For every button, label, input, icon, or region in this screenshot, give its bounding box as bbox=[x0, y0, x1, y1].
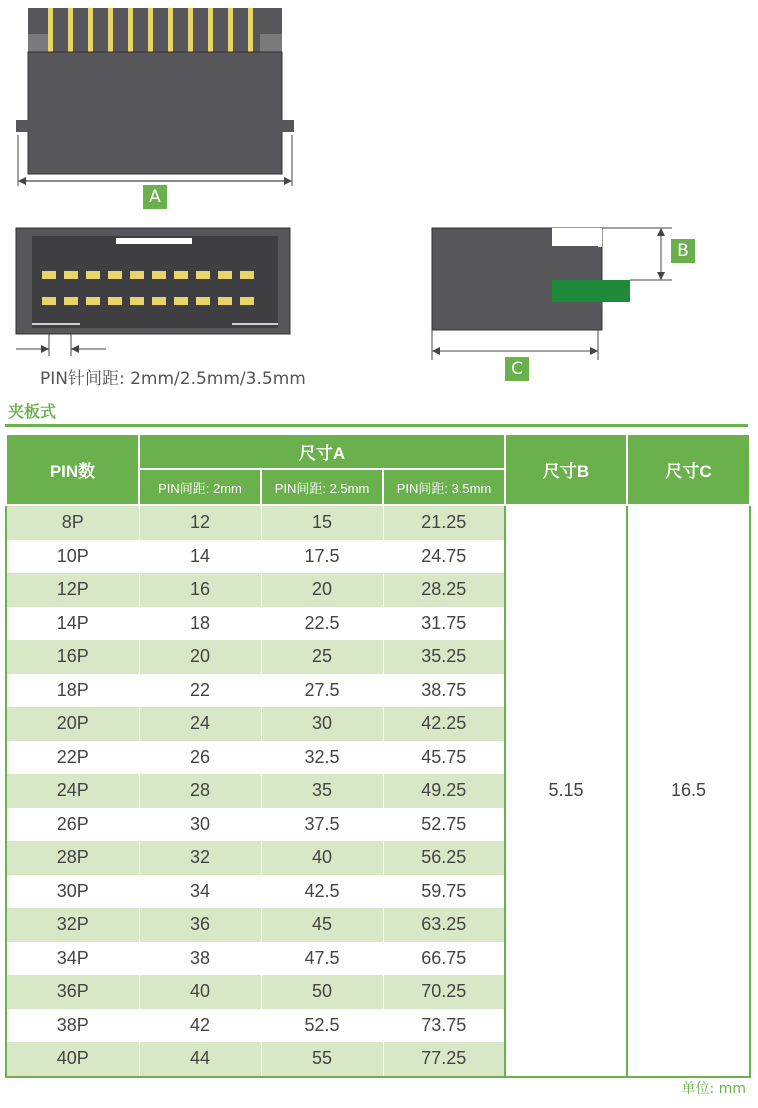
cell-pin-count: 34P bbox=[6, 942, 139, 976]
pin-pitch-note: PIN针间距: 2mm/2.5mm/3.5mm bbox=[40, 369, 306, 389]
cell-size-a-2-5mm: 47.5 bbox=[261, 942, 383, 976]
cell-size-a-3-5mm: 49.25 bbox=[383, 774, 505, 808]
header-size-a: 尺寸A bbox=[139, 434, 505, 469]
cell-size-a-3-5mm: 42.25 bbox=[383, 707, 505, 741]
cell-size-a-2mm: 40 bbox=[139, 975, 261, 1009]
cell-size-a-3-5mm: 31.75 bbox=[383, 607, 505, 641]
cell-pin-count: 18P bbox=[6, 674, 139, 708]
cell-size-a-3-5mm: 73.75 bbox=[383, 1009, 505, 1043]
cell-pin-count: 38P bbox=[6, 1009, 139, 1043]
connector-side-view bbox=[428, 222, 698, 392]
cell-size-a-2-5mm: 32.5 bbox=[261, 741, 383, 775]
cell-size-b: 5.15 bbox=[505, 505, 627, 1077]
header-size-b: 尺寸B bbox=[505, 434, 627, 505]
cell-pin-count: 8P bbox=[6, 505, 139, 540]
cell-size-a-2-5mm: 22.5 bbox=[261, 607, 383, 641]
unit-note: 单位: mm bbox=[681, 1081, 746, 1097]
cell-size-a-2mm: 14 bbox=[139, 540, 261, 574]
cell-size-a-3-5mm: 24.75 bbox=[383, 540, 505, 574]
cell-size-a-2-5mm: 25 bbox=[261, 640, 383, 674]
cell-pin-count: 24P bbox=[6, 774, 139, 808]
dimension-b-tag: B bbox=[671, 239, 695, 263]
cell-size-a-2-5mm: 45 bbox=[261, 908, 383, 942]
cell-size-a-2mm: 18 bbox=[139, 607, 261, 641]
cell-size-a-3-5mm: 28.25 bbox=[383, 573, 505, 607]
cell-size-a-2mm: 44 bbox=[139, 1042, 261, 1077]
cell-size-a-3-5mm: 35.25 bbox=[383, 640, 505, 674]
table-body bbox=[6, 505, 750, 1077]
cell-size-a-3-5mm: 66.75 bbox=[383, 942, 505, 976]
cell-size-a-2-5mm: 27.5 bbox=[261, 674, 383, 708]
cell-size-a-2mm: 32 bbox=[139, 841, 261, 875]
header-pitch-2-5mm: PIN间距: 2.5mm bbox=[261, 469, 383, 505]
cell-size-a-2mm: 28 bbox=[139, 774, 261, 808]
cell-size-a-2-5mm: 40 bbox=[261, 841, 383, 875]
cell-size-a-2-5mm: 50 bbox=[261, 975, 383, 1009]
cell-pin-count: 10P bbox=[6, 540, 139, 574]
cell-size-a-2mm: 30 bbox=[139, 808, 261, 842]
cell-size-a-2mm: 22 bbox=[139, 674, 261, 708]
size-spec-table bbox=[5, 433, 751, 1078]
cell-size-a-2-5mm: 37.5 bbox=[261, 808, 383, 842]
cell-pin-count: 32P bbox=[6, 908, 139, 942]
cell-size-a-2-5mm: 35 bbox=[261, 774, 383, 808]
cell-pin-count: 30P bbox=[6, 875, 139, 909]
section-title: 夹板式 bbox=[8, 402, 57, 421]
cell-size-a-2-5mm: 52.5 bbox=[261, 1009, 383, 1043]
cell-pin-count: 20P bbox=[6, 707, 139, 741]
cell-size-a-3-5mm: 63.25 bbox=[383, 908, 505, 942]
connector-face-view bbox=[10, 222, 300, 362]
cell-size-a-2-5mm: 55 bbox=[261, 1042, 383, 1077]
header-pin-count: PIN数 bbox=[6, 434, 139, 505]
cell-size-a-2-5mm: 42.5 bbox=[261, 875, 383, 909]
cell-pin-count: 16P bbox=[6, 640, 139, 674]
table-row bbox=[6, 505, 750, 540]
cell-size-a-3-5mm: 45.75 bbox=[383, 741, 505, 775]
cell-size-a-2mm: 36 bbox=[139, 908, 261, 942]
cell-size-a-2-5mm: 17.5 bbox=[261, 540, 383, 574]
header-pitch-3-5mm: PIN间距: 3.5mm bbox=[383, 469, 505, 505]
cell-pin-count: 40P bbox=[6, 1042, 139, 1077]
section-divider bbox=[5, 424, 748, 427]
cell-size-a-2mm: 38 bbox=[139, 942, 261, 976]
dimension-a-tag: A bbox=[143, 185, 167, 209]
cell-pin-count: 26P bbox=[6, 808, 139, 842]
cell-size-a-2mm: 16 bbox=[139, 573, 261, 607]
cell-size-a-2-5mm: 30 bbox=[261, 707, 383, 741]
cell-size-a-2mm: 42 bbox=[139, 1009, 261, 1043]
cell-size-a-2mm: 20 bbox=[139, 640, 261, 674]
cell-size-a-2mm: 24 bbox=[139, 707, 261, 741]
cell-pin-count: 14P bbox=[6, 607, 139, 641]
connector-front-view bbox=[10, 0, 300, 200]
cell-size-a-2mm: 26 bbox=[139, 741, 261, 775]
cell-size-a-3-5mm: 52.75 bbox=[383, 808, 505, 842]
header-pitch-2mm: PIN间距: 2mm bbox=[139, 469, 261, 505]
cell-pin-count: 12P bbox=[6, 573, 139, 607]
cell-size-a-2mm: 34 bbox=[139, 875, 261, 909]
cell-size-a-2mm: 12 bbox=[139, 505, 261, 540]
cell-size-a-3-5mm: 21.25 bbox=[383, 505, 505, 540]
cell-size-c: 16.5 bbox=[627, 505, 750, 1077]
cell-size-a-3-5mm: 56.25 bbox=[383, 841, 505, 875]
cell-pin-count: 36P bbox=[6, 975, 139, 1009]
cell-pin-count: 22P bbox=[6, 741, 139, 775]
cell-size-a-2-5mm: 15 bbox=[261, 505, 383, 540]
cell-size-a-3-5mm: 70.25 bbox=[383, 975, 505, 1009]
cell-size-a-2-5mm: 20 bbox=[261, 573, 383, 607]
cell-size-a-3-5mm: 77.25 bbox=[383, 1042, 505, 1077]
header-size-c: 尺寸C bbox=[627, 434, 750, 505]
cell-pin-count: 28P bbox=[6, 841, 139, 875]
dimension-c-tag: C bbox=[505, 357, 529, 381]
cell-size-a-3-5mm: 59.75 bbox=[383, 875, 505, 909]
cell-size-a-3-5mm: 38.75 bbox=[383, 674, 505, 708]
